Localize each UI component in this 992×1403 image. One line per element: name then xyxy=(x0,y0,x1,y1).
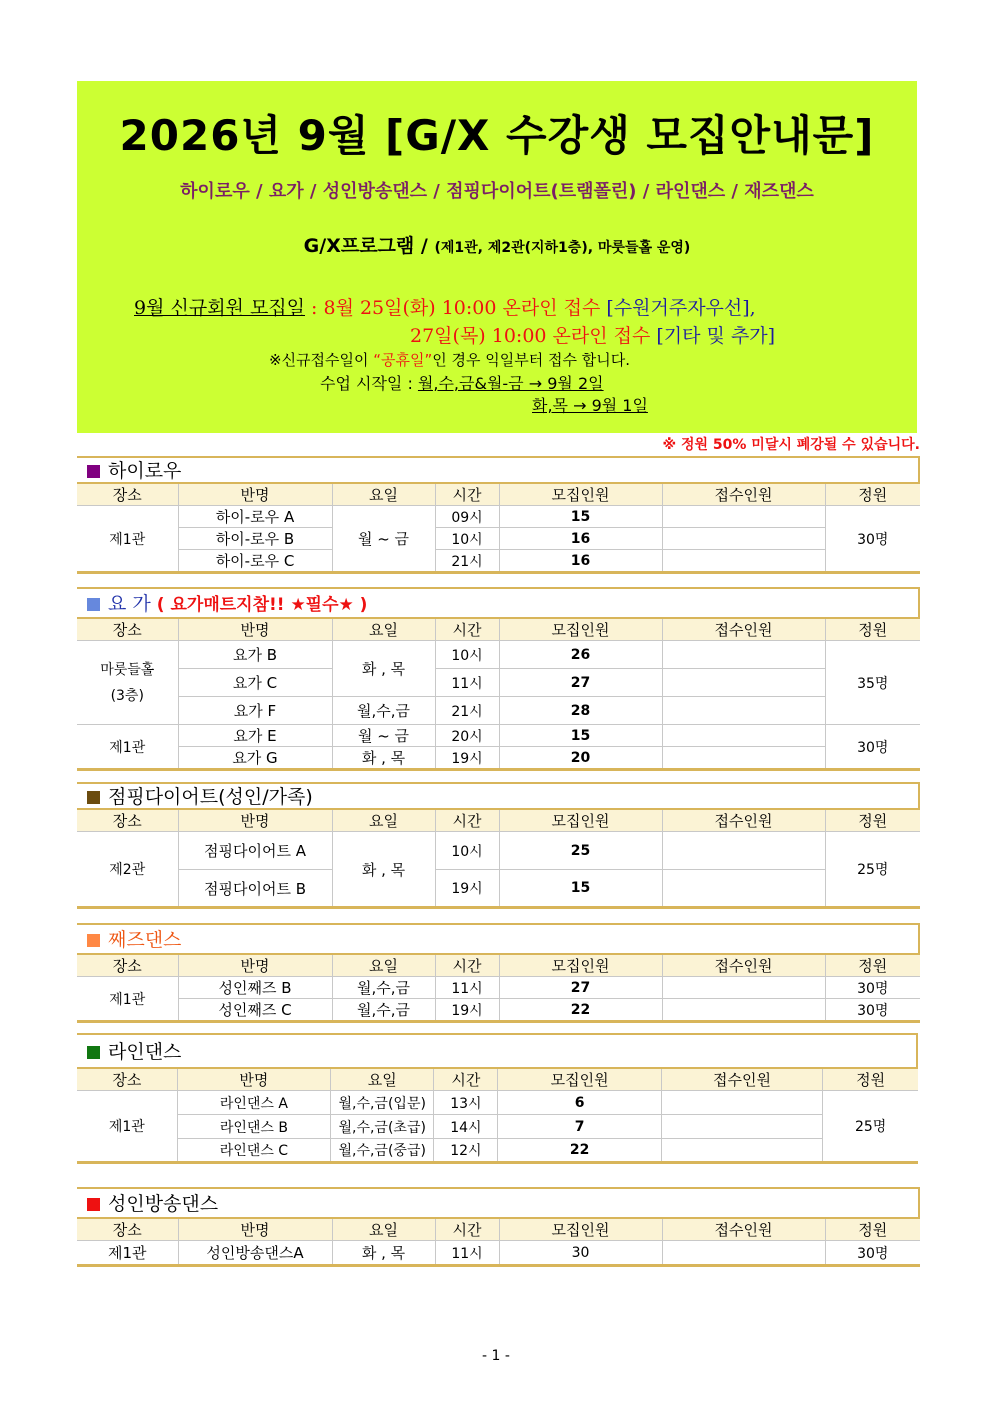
square-bullet-icon xyxy=(87,1046,100,1059)
place-cell: 제2관 xyxy=(77,832,178,908)
table-row xyxy=(77,641,920,669)
col-header-registered: 접수인원 xyxy=(662,1218,825,1241)
class-name-cell: 요가 G xyxy=(178,747,332,770)
table-row xyxy=(77,725,920,747)
registered-cell xyxy=(661,1115,822,1139)
class-name-cell: 성인방송댄스A xyxy=(178,1241,332,1266)
class-name-cell: 성인째즈 C xyxy=(178,999,332,1022)
time-cell: 10시 xyxy=(435,832,499,870)
table-row xyxy=(77,550,920,573)
col-header-registered: 접수인원 xyxy=(661,1068,822,1091)
capacity-cell: 30명 xyxy=(825,506,920,573)
col-header-place: 장소 xyxy=(77,1218,178,1241)
schedule-table-hilow xyxy=(77,482,920,574)
col-header-registered: 접수인원 xyxy=(662,618,825,641)
square-bullet-icon xyxy=(87,791,100,804)
class-name-cell: 요가 C xyxy=(178,669,332,697)
col-header-time: 시간 xyxy=(435,483,499,506)
table-row xyxy=(77,747,920,770)
capacity-cell: 35명 xyxy=(825,641,920,725)
day-cell: 월 ~ 금 xyxy=(332,506,435,573)
recruit-cell: 27 xyxy=(499,669,662,697)
table-row xyxy=(77,506,920,528)
class-name-cell: 요가 E xyxy=(178,725,332,747)
col-header-recruit: 모집인원 xyxy=(499,483,662,506)
class-name-cell: 요가 F xyxy=(178,697,332,725)
recruit-cell: 7 xyxy=(498,1115,661,1139)
col-header-day: 요일 xyxy=(332,1218,435,1241)
col-header-class: 반명 xyxy=(178,1218,332,1241)
col-header-time: 시간 xyxy=(435,618,499,641)
day-cell: 화 , 목 xyxy=(332,1241,435,1266)
col-header-capacity: 정원 xyxy=(825,954,920,977)
class-name-cell: 라인댄스 B xyxy=(177,1115,330,1139)
place-floor: (3층) xyxy=(110,687,144,704)
col-header-day: 요일 xyxy=(332,483,435,506)
col-header-capacity: 정원 xyxy=(825,1218,920,1241)
col-header-class: 반명 xyxy=(178,954,332,977)
square-bullet-icon xyxy=(87,598,100,611)
day-cell: 월,수,금(초급) xyxy=(331,1115,434,1139)
section-title-text: 요 가 xyxy=(108,593,151,615)
day-cell: 화 , 목 xyxy=(332,832,435,908)
schedule-table-line-dance xyxy=(77,1067,918,1164)
square-bullet-icon xyxy=(87,934,100,947)
time-cell: 11시 xyxy=(435,1241,499,1266)
col-header-recruit: 모집인원 xyxy=(499,954,662,977)
section-jumping xyxy=(77,782,920,909)
holiday-note-post: 인 경우 익일부터 접수 합니다. xyxy=(432,351,631,369)
section-title-jazz xyxy=(77,923,920,953)
table-row xyxy=(77,669,920,697)
time-cell: 10시 xyxy=(435,528,499,550)
holiday-note xyxy=(269,349,630,370)
col-header-day: 요일 xyxy=(332,618,435,641)
schedule-table-yoga xyxy=(77,617,920,771)
table-row xyxy=(77,870,920,908)
recruit-cell: 6 xyxy=(498,1091,661,1115)
class-name-cell: 요가 B xyxy=(178,641,332,669)
time-cell: 19시 xyxy=(435,870,499,908)
square-bullet-icon xyxy=(87,465,100,478)
section-title-yoga xyxy=(77,587,920,617)
registered-cell xyxy=(662,641,825,669)
day-cell: 월,수,금 xyxy=(332,999,435,1022)
col-header-place: 장소 xyxy=(77,618,178,641)
col-header-day: 요일 xyxy=(332,954,435,977)
section-title-broadcast-dance xyxy=(77,1187,920,1217)
recruit-cell: 16 xyxy=(499,550,662,573)
recruit-cell: 15 xyxy=(499,870,662,908)
section-yoga xyxy=(77,587,920,771)
recruit-cell: 28 xyxy=(499,697,662,725)
day-cell: 월,수,금 xyxy=(332,697,435,725)
table-row xyxy=(77,697,920,725)
table-row xyxy=(77,1115,918,1139)
capacity-cell: 30명 xyxy=(825,999,920,1022)
col-header-registered: 접수인원 xyxy=(662,809,825,832)
col-header-class: 반명 xyxy=(178,809,332,832)
recruit-cell: 20 xyxy=(499,747,662,770)
recruit-cell: 25 xyxy=(499,832,662,870)
class-name-cell: 성인째즈 B xyxy=(178,977,332,999)
table-row xyxy=(77,1139,918,1163)
recruit-cell: 30 xyxy=(499,1241,662,1266)
capacity-cell: 25명 xyxy=(825,832,920,908)
registered-cell xyxy=(662,669,825,697)
table-row xyxy=(77,528,920,550)
time-cell: 21시 xyxy=(435,550,499,573)
time-cell: 09시 xyxy=(435,506,499,528)
closure-warning: ※ 정원 50% 미달시 폐강될 수 있습니다. xyxy=(662,437,920,453)
col-header-capacity: 정원 xyxy=(825,618,920,641)
section-broadcast-dance xyxy=(77,1187,920,1267)
time-cell: 10시 xyxy=(435,641,499,669)
col-header-registered: 접수인원 xyxy=(662,483,825,506)
time-cell: 14시 xyxy=(434,1115,498,1139)
page-number: - 1 - xyxy=(482,1348,510,1364)
place-name: 마룻들홀 xyxy=(100,661,155,678)
col-header-capacity: 정원 xyxy=(825,809,920,832)
section-title-jumping xyxy=(77,782,920,808)
gx-program-label: G/X프로그램 / xyxy=(303,235,428,257)
recruit-line-2 xyxy=(410,321,775,348)
class-name-cell: 하이-로우 A xyxy=(178,506,332,528)
col-header-place: 장소 xyxy=(77,954,178,977)
class-name-cell: 점핑다이어트 A xyxy=(178,832,332,870)
col-header-time: 시간 xyxy=(434,1068,498,1091)
col-header-registered: 접수인원 xyxy=(662,954,825,977)
recruit-date-1: 8월 25일(화) 10:00 온라인 접수 xyxy=(323,297,601,319)
gx-venues: (제1관, 제2관(지하1층), 마룻들홀 운영) xyxy=(434,240,691,256)
class-name-cell: 라인댄스 A xyxy=(177,1091,330,1115)
table-row xyxy=(77,999,920,1022)
registered-cell xyxy=(662,550,825,573)
section-title-text: 라인댄스 xyxy=(108,1041,182,1063)
section-title-note: ( 요가매트지참!! ★필수★ ) xyxy=(156,595,368,615)
day-cell: 월 ~ 금 xyxy=(332,725,435,747)
place-cell xyxy=(77,641,178,725)
col-header-time: 시간 xyxy=(435,809,499,832)
section-title-text: 점핑다이어트(성인/가족) xyxy=(108,786,313,808)
registered-cell xyxy=(662,725,825,747)
col-header-time: 시간 xyxy=(435,1218,499,1241)
col-header-capacity: 정원 xyxy=(823,1068,918,1091)
section-hilow xyxy=(77,456,920,574)
capacity-cell: 25명 xyxy=(823,1091,918,1163)
schedule-table-broadcast-dance xyxy=(77,1217,920,1267)
section-line-dance xyxy=(77,1033,918,1164)
time-cell: 11시 xyxy=(435,977,499,999)
col-header-class: 반명 xyxy=(178,483,332,506)
day-cell: 화 , 목 xyxy=(332,641,435,697)
section-title-hilow xyxy=(77,456,920,482)
gx-program-line xyxy=(77,231,917,258)
section-title-text: 성인방송댄스 xyxy=(108,1193,219,1215)
table-row xyxy=(77,1241,920,1266)
recruit-label: 9월 신규회원 모집일 xyxy=(134,297,305,319)
registered-cell xyxy=(662,747,825,770)
class-name-cell: 하이-로우 B xyxy=(178,528,332,550)
capacity-cell: 30명 xyxy=(825,1241,920,1266)
class-name-cell: 하이-로우 C xyxy=(178,550,332,573)
registered-cell xyxy=(661,1091,822,1115)
col-header-recruit: 모집인원 xyxy=(498,1068,661,1091)
header-banner xyxy=(77,81,917,433)
col-header-place: 장소 xyxy=(77,483,178,506)
col-header-recruit: 모집인원 xyxy=(499,809,662,832)
registered-cell xyxy=(662,1241,825,1266)
place-cell: 제1관 xyxy=(77,1091,177,1163)
capacity-cell: 30명 xyxy=(825,977,920,999)
col-header-day: 요일 xyxy=(332,809,435,832)
col-header-time: 시간 xyxy=(435,954,499,977)
recruit-colon: : xyxy=(305,297,324,319)
col-header-class: 반명 xyxy=(177,1068,330,1091)
col-header-day: 요일 xyxy=(331,1068,434,1091)
square-bullet-icon xyxy=(87,1198,100,1211)
start-date-1: 월,수,금&월-금 → 9월 2일 xyxy=(417,374,604,393)
recruit-cell: 22 xyxy=(498,1139,661,1163)
time-cell: 11시 xyxy=(435,669,499,697)
day-cell: 월,수,금(중급) xyxy=(331,1139,434,1163)
schedule-table-jazz xyxy=(77,953,920,1023)
time-cell: 20시 xyxy=(435,725,499,747)
recruit-cell: 27 xyxy=(499,977,662,999)
day-cell: 월,수,금(입문) xyxy=(331,1091,434,1115)
col-header-recruit: 모집인원 xyxy=(499,618,662,641)
time-cell: 12시 xyxy=(434,1139,498,1163)
registered-cell xyxy=(662,506,825,528)
registered-cell xyxy=(662,697,825,725)
day-cell: 월,수,금 xyxy=(332,977,435,999)
place-cell: 제1관 xyxy=(77,725,178,770)
registered-cell xyxy=(662,977,825,999)
page-title: 2026년 9월 [G/X 수강생 모집안내문] xyxy=(119,111,875,160)
time-cell: 19시 xyxy=(435,747,499,770)
col-header-recruit: 모집인원 xyxy=(499,1218,662,1241)
start-line-1 xyxy=(320,371,604,394)
class-name-cell: 라인댄스 C xyxy=(177,1139,330,1163)
recruit-date-2: 27일(목) 10:00 온라인 접수 xyxy=(410,325,651,347)
section-title-text: 째즈댄스 xyxy=(108,929,182,951)
recruit-note-2: [기타 및 추가] xyxy=(650,325,776,347)
class-name-cell: 점핑다이어트 B xyxy=(178,870,332,908)
recruit-cell: 16 xyxy=(499,528,662,550)
col-header-class: 반명 xyxy=(178,618,332,641)
time-cell: 13시 xyxy=(434,1091,498,1115)
recruit-cell: 26 xyxy=(499,641,662,669)
col-header-place: 장소 xyxy=(77,1068,177,1091)
recruit-cell: 22 xyxy=(499,999,662,1022)
place-cell: 제1관 xyxy=(77,506,178,573)
place-cell: 제1관 xyxy=(77,1241,178,1266)
section-title-line-dance xyxy=(77,1033,918,1067)
registered-cell xyxy=(661,1139,822,1163)
schedule-table-jumping xyxy=(77,808,920,909)
program-list: 하이로우 / 요가 / 성인방송댄스 / 점핑다이어트(트램폴린) / 라인댄스 / 재즈댄스 xyxy=(180,181,814,202)
section-jazz xyxy=(77,923,920,1023)
recruit-line-1 xyxy=(134,293,756,320)
recruit-cell: 15 xyxy=(499,725,662,747)
registered-cell xyxy=(662,832,825,870)
time-cell: 21시 xyxy=(435,697,499,725)
col-header-place: 장소 xyxy=(77,809,178,832)
day-cell: 화 , 목 xyxy=(332,747,435,770)
table-row xyxy=(77,1091,918,1115)
holiday-note-red: “공휴일” xyxy=(373,351,433,369)
capacity-cell: 30명 xyxy=(825,725,920,770)
time-cell: 19시 xyxy=(435,999,499,1022)
registered-cell xyxy=(662,528,825,550)
table-row xyxy=(77,977,920,999)
table-row xyxy=(77,832,920,870)
recruit-note-1: [수원거주자우선], xyxy=(600,297,756,319)
recruit-cell: 15 xyxy=(499,506,662,528)
holiday-note-pre: ※신규접수일이 xyxy=(269,351,374,369)
col-header-capacity: 정원 xyxy=(825,483,920,506)
registered-cell xyxy=(662,870,825,908)
place-cell: 제1관 xyxy=(77,977,178,1022)
registered-cell xyxy=(662,999,825,1022)
start-date-2: 화,목 → 9월 1일 xyxy=(532,396,648,415)
section-title-text: 하이로우 xyxy=(108,460,182,482)
start-label: 수업 시작일 : xyxy=(320,374,418,393)
